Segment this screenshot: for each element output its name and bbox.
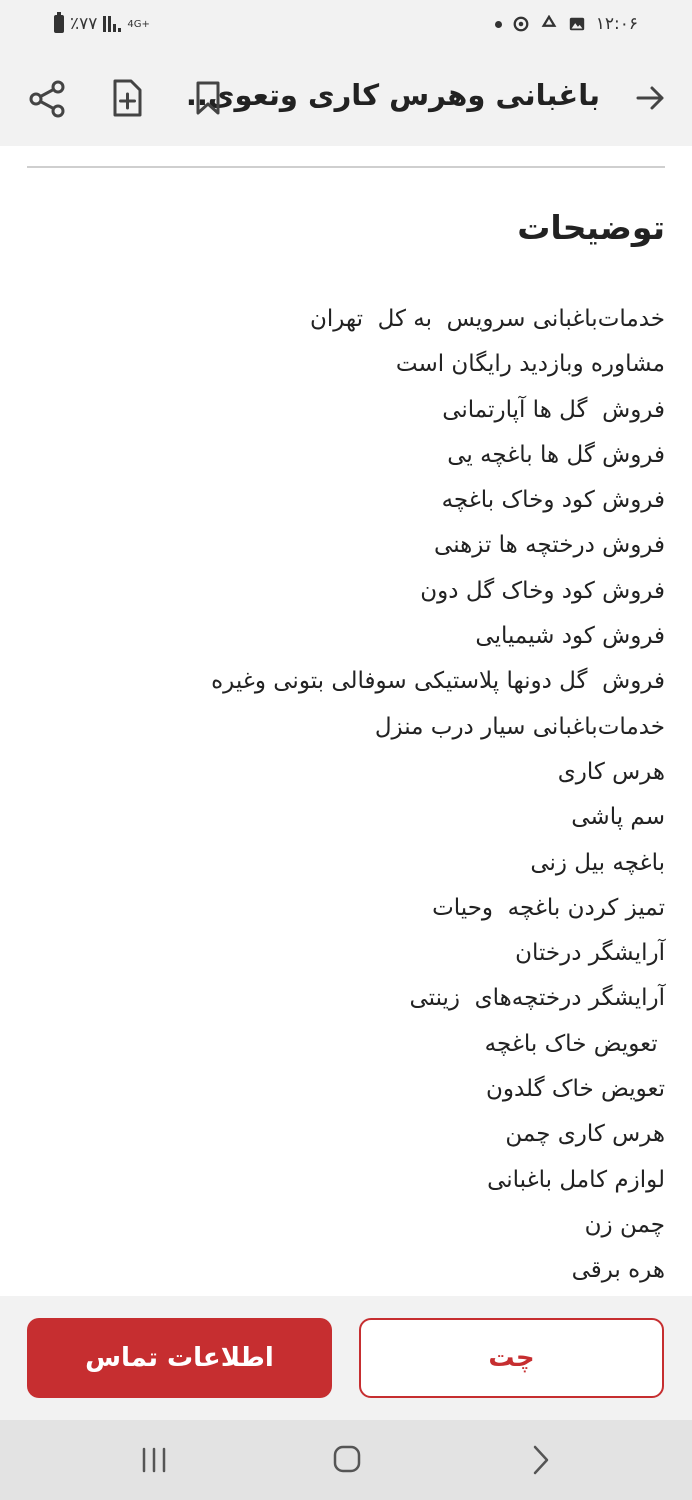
description-line: تعویض خاک باغچه <box>484 1030 665 1057</box>
bookmark-icon[interactable] <box>192 80 224 116</box>
description-line: فروش کود وخاک باغچه <box>441 487 665 514</box>
status-right <box>495 14 638 34</box>
battery-icon <box>54 15 64 33</box>
description-line: تمیز کردن باغچه وحیات <box>432 894 665 921</box>
sync-icon <box>512 15 530 33</box>
description-line: فروش کود وخاک گل دون <box>420 577 665 604</box>
description-line: فروش کود شیمیایی <box>475 623 665 650</box>
description-line: هرس کاری چمن <box>505 1121 665 1148</box>
status-bar <box>0 0 692 50</box>
description-line: آرایشگر درختچه‌های زینتی <box>409 985 665 1012</box>
description-line: هرس کاری <box>557 758 665 785</box>
description-line: آرایشگر درختان <box>515 940 665 967</box>
recent-apps-icon[interactable] <box>140 1446 168 1474</box>
description-line: مشاوره وبازدید رایگان است <box>395 351 665 378</box>
contact-info-button[interactable]: اطلاعات تماس <box>27 1318 332 1398</box>
home-icon[interactable] <box>332 1444 362 1474</box>
description-line: خدمات‌باغبانی سیار درب منزل <box>374 713 665 740</box>
description-line: لوازم کامل باغبانی <box>487 1166 665 1193</box>
status-left <box>54 14 150 34</box>
notification-dot-icon <box>495 21 502 28</box>
clock: ۱۲:۰۶ <box>595 14 638 34</box>
share-icon[interactable] <box>28 80 66 118</box>
signal-icon <box>103 16 121 32</box>
description-line: سم پاشی <box>571 804 665 831</box>
chat-button[interactable]: چت <box>359 1318 664 1398</box>
recycle-icon <box>540 15 558 33</box>
battery-level: ٪۷۷ <box>70 14 98 34</box>
description-list <box>25 300 665 1297</box>
page-title: باغبانی وهرس کاری وتعوی.. <box>185 78 600 112</box>
description-line: فروش درختچه ها تزهنی <box>434 532 665 559</box>
section-divider <box>27 166 665 168</box>
image-icon <box>568 15 586 33</box>
description-line: فروش گل ها آپارتمانی <box>442 396 665 423</box>
description-line: تعویض خاک گلدون <box>485 1076 665 1103</box>
description-line: خدمات‌باغبانی سرویس به کل تهران <box>310 306 665 332</box>
action-bar <box>0 1296 692 1420</box>
back-arrow-icon[interactable] <box>630 80 670 116</box>
description-line: باغچه بیل زنی <box>530 849 665 876</box>
app-header <box>0 50 692 146</box>
description-line: هره برقی <box>571 1257 665 1284</box>
add-note-icon[interactable] <box>110 78 144 118</box>
description-line: چمن زن <box>584 1211 665 1238</box>
description-line: فروش گل ها باغچه یی <box>447 441 665 468</box>
description-line: فروش گل دونها پلاستیکی سوفالی بتونی وغیره <box>211 668 665 695</box>
system-nav-bar <box>0 1420 692 1500</box>
system-back-icon[interactable] <box>528 1444 554 1476</box>
network-type: 4G+ <box>127 18 150 30</box>
description-heading: توضیحات <box>517 208 665 247</box>
